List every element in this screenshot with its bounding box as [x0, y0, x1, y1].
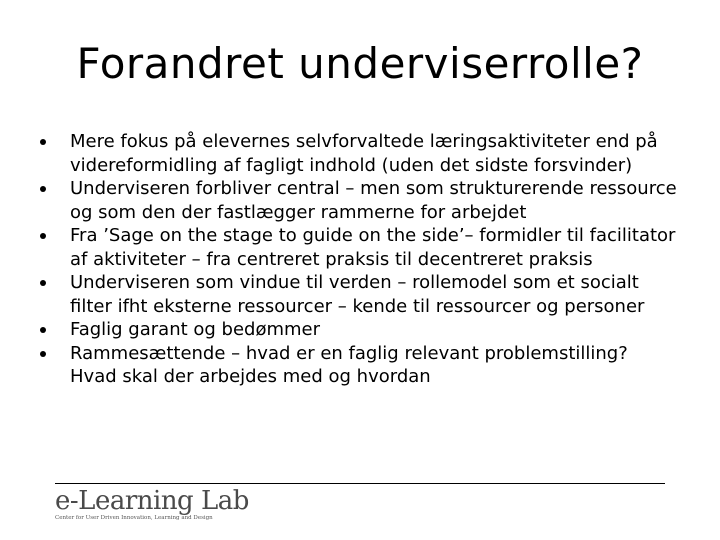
bullet-dot-icon — [40, 139, 46, 145]
bullet-item — [38, 342, 678, 389]
logo-text: e-Learning Lab — [55, 486, 249, 516]
bullet-text: Faglig garant og bedømmer — [70, 319, 321, 340]
bullet-text: Mere fokus på elevernes selvforvaltede læringsaktiviteter end på videreformidling af fagligt indhold (uden det sidste forsvinder) — [70, 131, 658, 176]
bullet-dot-icon — [40, 351, 46, 357]
bullet-item — [38, 130, 678, 177]
bullet-item — [38, 271, 678, 318]
bullet-item — [38, 224, 678, 271]
bullet-list — [38, 130, 678, 389]
footer-divider — [55, 483, 665, 484]
bullet-text: Underviseren forbliver central – men som strukturerende ressource og som den der fastlægger rammerne for arbejdet — [70, 178, 677, 223]
bullet-dot-icon — [40, 327, 46, 333]
bullet-dot-icon — [40, 233, 46, 239]
bullet-item — [38, 318, 678, 342]
bullet-dot-icon — [40, 186, 46, 192]
slide-title: Forandret underviserrolle? — [76, 39, 644, 88]
logo-tagline: Center for User Driven Innovation, Learning and Design — [55, 515, 213, 521]
elearning-lab-logo — [55, 486, 255, 526]
bullet-text: Rammesættende – hvad er en faglig relevant problemstilling? Hvad skal der arbejdes med og hvordan — [70, 342, 628, 387]
bullet-item — [38, 177, 678, 224]
bullet-text: Underviseren som vindue til verden – rollemodel som et socialt filter ifht eksterne ressourcer – kende til ressourcer og personer — [70, 272, 645, 317]
bullet-text: Fra ’Sage on the stage to guide on the side’– formidler til facilitator af aktiviteter – fra centreret praksis til decentreret praksis — [70, 225, 676, 270]
bullet-dot-icon — [40, 280, 46, 286]
